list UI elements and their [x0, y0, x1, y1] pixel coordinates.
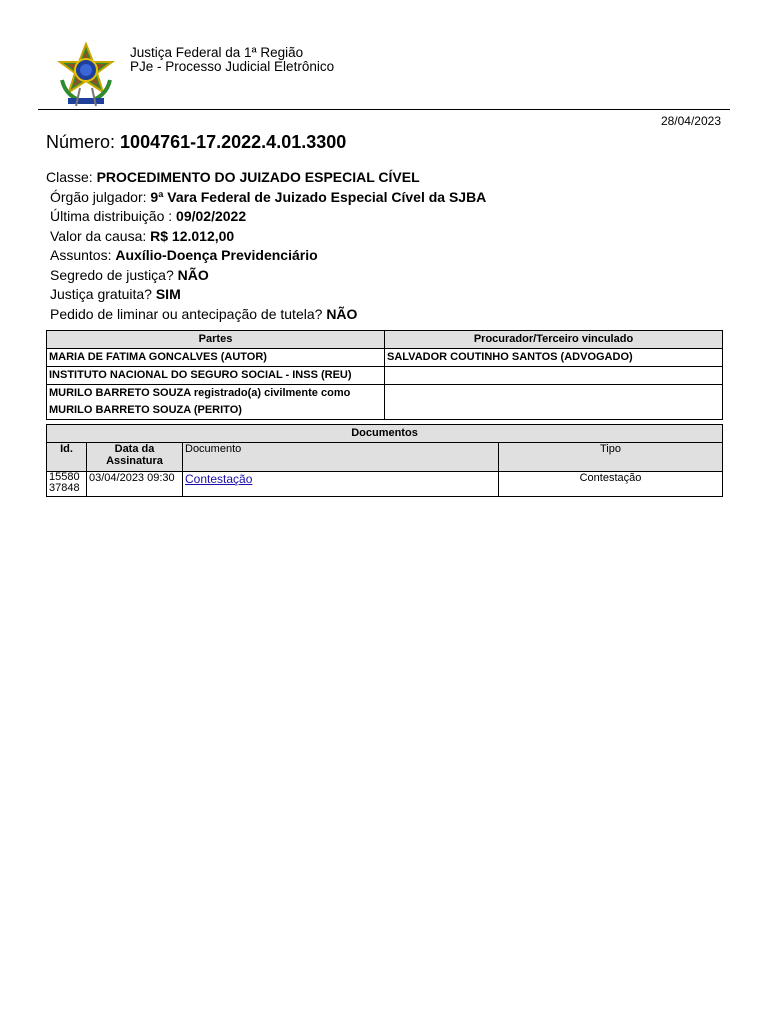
orgao-value: 9ª Vara Federal de Juizado Especial Cível da SJBA — [150, 188, 487, 205]
partes-header: Partes — [47, 331, 385, 349]
header-line1: Justiça Federal da 1ª Região — [130, 45, 304, 60]
segredo-label: Segredo de justiça? — [50, 266, 174, 283]
parte-cell: MURILO BARRETO SOUZA registrado(a) civilmente como MURILO BARRETO SOUZA (PERITO) — [47, 385, 385, 420]
valor-row — [46, 227, 486, 247]
doc-type-cell: Contestação — [499, 472, 723, 497]
table-row — [47, 367, 723, 385]
data-header: Data da Assinatura — [87, 443, 183, 472]
parte-cell: INSTITUTO NACIONAL DO SEGURO SOCIAL - INSS (REU) — [47, 367, 385, 385]
tipo-header: Tipo — [499, 443, 723, 472]
classe-value: PROCEDIMENTO DO JUIZADO ESPECIAL CÍVEL — [96, 169, 420, 185]
distribuicao-value: 09/02/2022 — [176, 208, 247, 224]
orgao-label: Órgão julgador: — [50, 188, 147, 205]
table-row — [47, 472, 723, 497]
doc-name-cell — [183, 472, 499, 497]
documentos-title: Documentos — [47, 425, 723, 443]
liminar-row — [46, 305, 486, 325]
doc-date-cell: 03/04/2023 09:30 — [87, 472, 183, 497]
distribuicao-row — [46, 207, 486, 227]
numero-value: 1004761-17.2022.4.01.3300 — [120, 132, 347, 152]
orgao-row — [46, 188, 486, 208]
gratuita-row — [46, 285, 486, 305]
table-row — [47, 385, 723, 420]
procurador-cell — [385, 367, 723, 385]
procurador-cell — [385, 385, 723, 420]
distribuicao-label: Última distribuição : — [50, 208, 173, 224]
procurador-header: Procurador/Terceiro vinculado — [385, 331, 723, 349]
classe-label: Classe: — [46, 169, 93, 185]
brazil-coat-of-arms-icon — [54, 42, 118, 108]
process-number — [46, 132, 346, 153]
segredo-value: NÃO — [177, 266, 209, 283]
gratuita-label: Justiça gratuita? — [50, 286, 152, 302]
parte-cell: MARIA DE FATIMA GONCALVES (AUTOR) — [47, 349, 385, 367]
documentos-table — [46, 424, 723, 497]
process-info — [46, 168, 486, 324]
numero-label: Número: — [46, 132, 116, 152]
partes-table — [46, 330, 723, 420]
documento-header: Documento — [183, 443, 499, 472]
header-line2: PJe - Processo Judicial Eletrônico — [130, 59, 335, 74]
page-header — [38, 38, 730, 110]
classe-row — [46, 168, 486, 188]
liminar-label: Pedido de liminar ou antecipação de tutela? — [50, 305, 323, 322]
header-text — [130, 46, 334, 74]
assuntos-label: Assuntos: — [50, 247, 112, 263]
valor-value: R$ 12.012,00 — [150, 227, 235, 244]
assuntos-row — [46, 246, 486, 266]
valor-label: Valor da causa: — [50, 227, 147, 244]
assuntos-value: Auxílio-Doença Previdenciário — [115, 247, 318, 263]
id-header: Id. — [47, 443, 87, 472]
document-date: 28/04/2023 — [660, 114, 721, 128]
gratuita-value: SIM — [155, 286, 181, 302]
document-link[interactable]: Contestação — [185, 472, 253, 486]
liminar-value: NÃO — [326, 305, 358, 322]
procurador-cell: SALVADOR COUTINHO SANTOS (ADVOGADO) — [385, 349, 723, 367]
doc-id-cell: 15580 37848 — [47, 472, 87, 497]
table-row — [47, 349, 723, 367]
segredo-row — [46, 266, 486, 286]
